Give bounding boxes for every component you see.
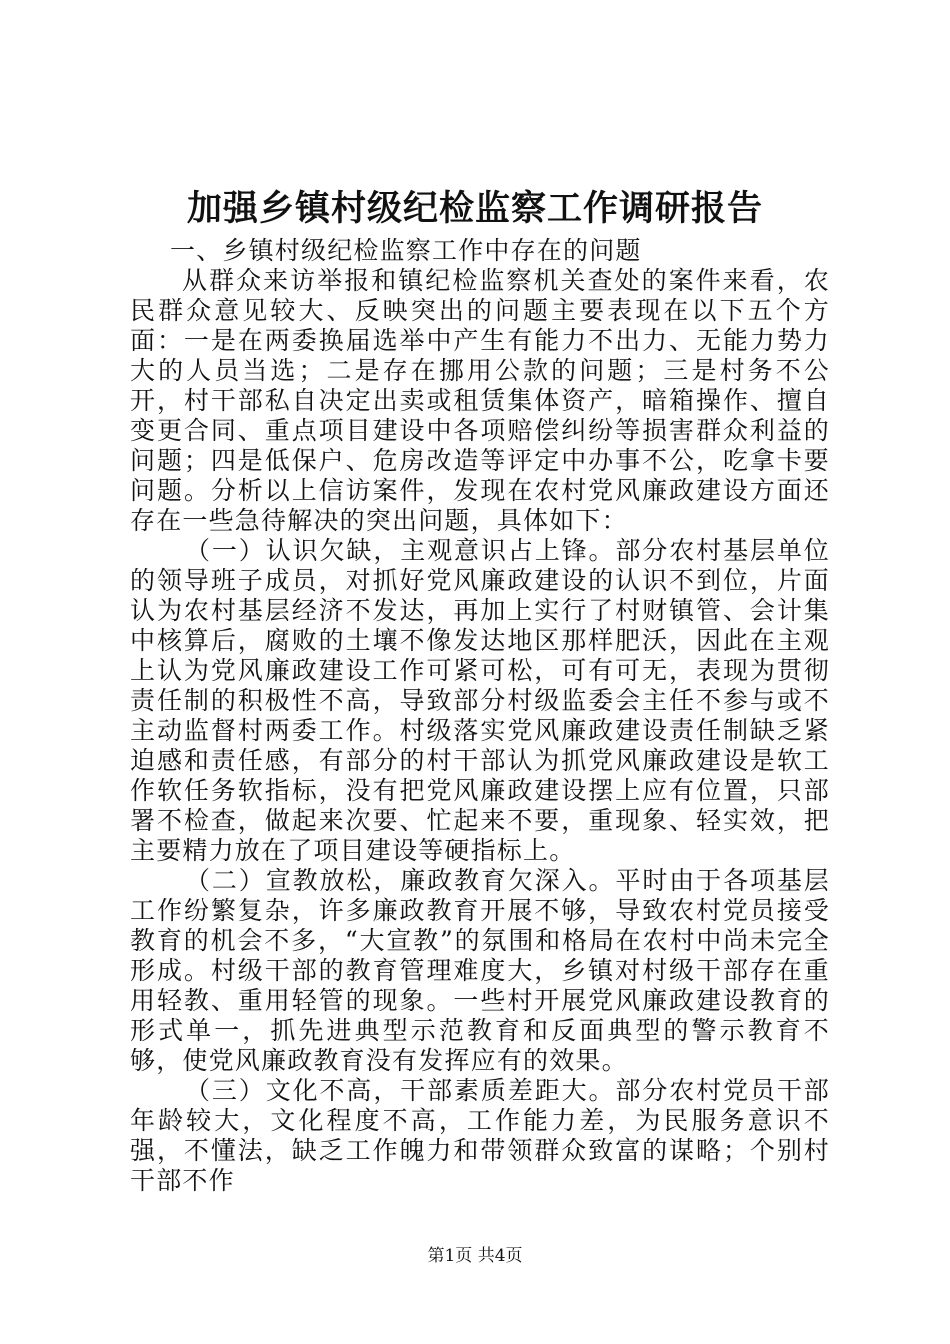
paragraph-intro: 从群众来访举报和镇纪检监察机关查处的案件来看，农民群众意见较大、反映突出的问题主要表现在以下五个方面：一是在两委换届选举中产生有能力不出力、无能力势力大的人员当选；二是存在挪用公款的问题；三是村务不公开，村干部私自决定出卖或租赁集体资产，暗箱操作、擅自变更合同、重点项目建设中各项赔偿纠纷等损害群众利益的问题；四是低保户、危房改造等评定中办事不公，吃拿卡要问题。分析以上信访案件，发现在农村党风廉政建设方面还存在一些急待解决的突出问题，具体如下： bbox=[130, 266, 830, 535]
page-number-footer: 第1页 共4页 bbox=[427, 1246, 523, 1266]
paragraph-item-3: （三）文化不高，干部素质差距大。部分农村党员干部年龄较大，文化程度不高，工作能力差，为民服务意识不强，不懂法，缺乏工作魄力和带领群众致富的谋略；个别村干部不作 bbox=[130, 1076, 830, 1195]
paragraph-item-2: （二）宣教放松，廉政教育欠深入。平时由于各项基层工作纷繁复杂，许多廉政教育开展不够，导致农村党员接受教育的机会不多，“大宣教”的氛围和格局在农村中尚未完全形成。村级干部的教育管理难度大，乡镇对村级干部存在重用轻教、重用轻管的现象。一些村开展党风廉政建设教育的形式单一，抓先进典型示范教育和反面典型的警示教育不够，使党风廉政教育没有发挥应有的效果。 bbox=[130, 866, 830, 1075]
paragraph-item-1: （一）认识欠缺，主观意识占上锋。部分农村基层单位的领导班子成员，对抓好党风廉政建设的认识不到位，片面认为农村基层经济不发达，再加上实行了村财镇管、会计集中核算后，腐败的土壤不像发达地区那样肥沃，因此在主观上认为党风廉政建设工作可紧可松，可有可无，表现为贯彻责任制的积极性不高，导致部分村级监委会主任不参与或不主动监督村两委工作。村级落实党风廉政建设责任制缺乏紧迫感和责任感，有部分的村干部认为抓党风廉政建设是软工作软任务软指标，没有把党风廉政建设摆上应有位置，只部署不检查，做起来次要、忙起来不要，重现象、轻实效，把主要精力放在了项目建设等硬指标上。 bbox=[130, 536, 830, 865]
document-title: 加强乡镇村级纪检监察工作调研报告 bbox=[186, 188, 763, 229]
document-body bbox=[130, 236, 830, 1196]
section-heading: 一、乡镇村级纪检监察工作中存在的问题 bbox=[170, 236, 642, 265]
